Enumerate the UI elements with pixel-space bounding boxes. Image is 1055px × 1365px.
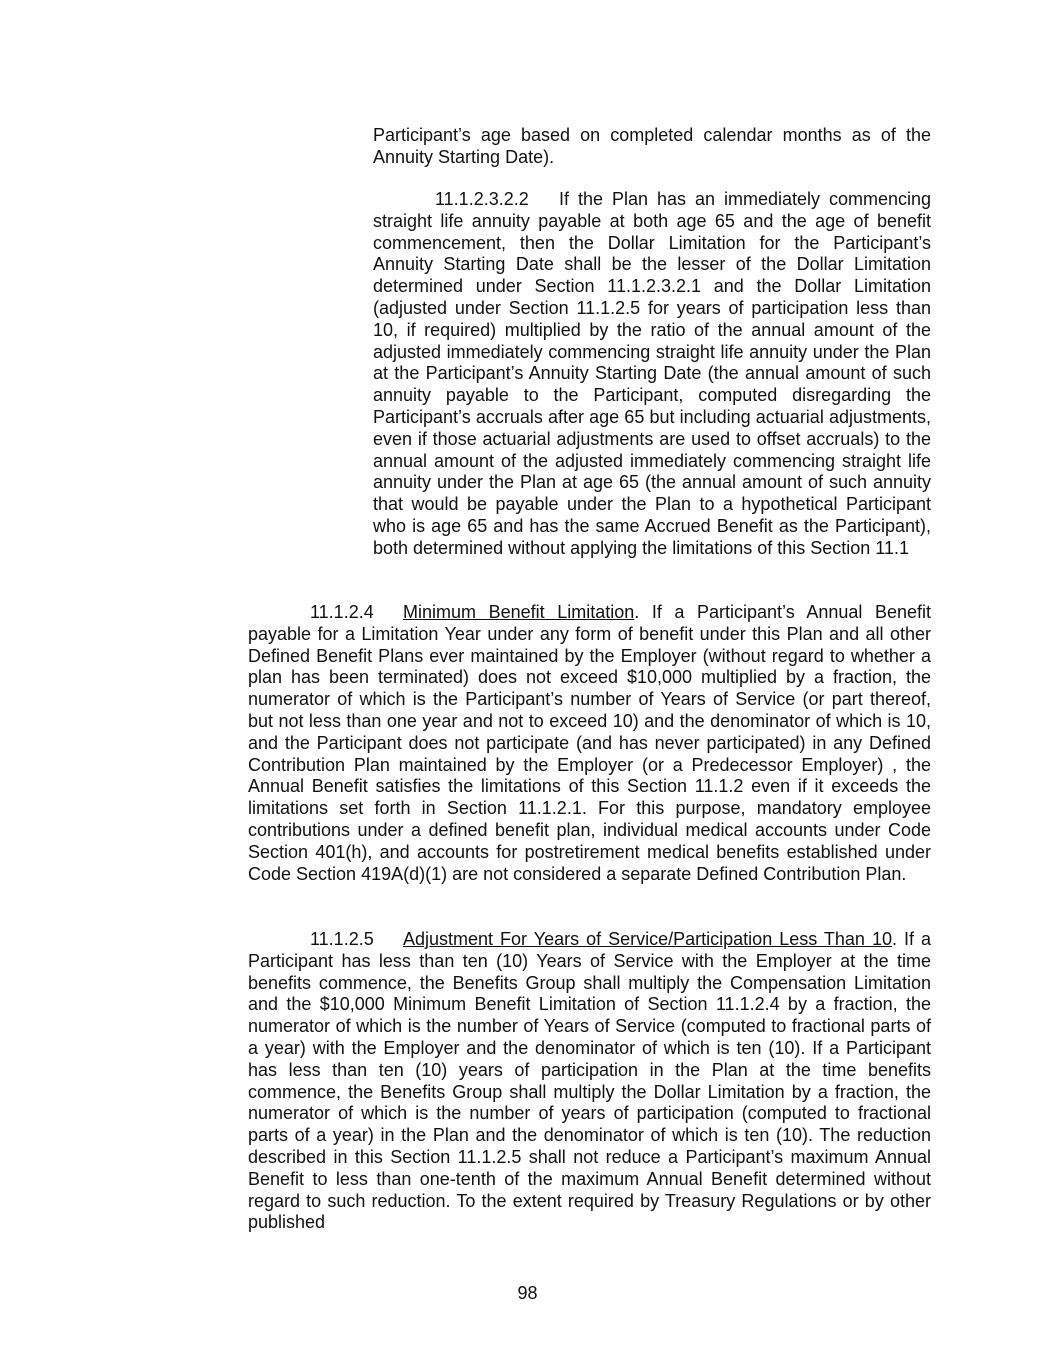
section-number: 11.1.2.4 — [310, 602, 374, 622]
section-body: . If a Participant has less than ten (10) Years of Service with the Employer at the time benefits commence, the Benefits Group shall multiply the Compensation Limitation and the $10,000 Minimum Benefit Limitation of Section 11.1.2.4 by a fraction, the numerator of which is the number of Years of Service (computed to fractional parts of a year) with the Employer and the denominator of which is ten (10). If a Participant has less than ten (10) years of participation in the Plan at the time benefits commence, the Benefits Group shall multiply the Dollar Limitation by a fraction, the numerator of which is the number of years of participation (computed to fractional parts of a year) in the Plan and the denominator of which is ten (10). The reduction described in this Section 11.1.2.5 shall not reduce a Participant’s maximum Annual Benefit to less than one-tenth of the maximum Annual Benefit determined without regard to such reduction. To the extent required by Treasury Regulations or by other published — [248, 929, 931, 1233]
section-11-1-2-4-paragraph — [248, 602, 931, 885]
section-11-1-2-5-paragraph — [248, 929, 931, 1234]
section-heading: Adjustment For Years of Service/Participation Less Than 10 — [403, 929, 892, 949]
section-body: . If a Participant’s Annual Benefit payable for a Limitation Year under any form of benefit under this Plan and all other Defined Benefit Plans ever maintained by the Employer (without regard to whether a plan has been terminated) does not exceed $10,000 multiplied by a fraction, the numerator of which is the Participant’s number of Years of Service (or part thereof, but not less than one year and not to exceed 10) and the denominator of which is 10, and the Participant does not participate (and has never participated) in any Defined Contribution Plan maintained by the Employer (or a Predecessor Employer) , the Annual Benefit satisfies the limitations of this Section 11.1.2 even if it exceeds the limitations set forth in Section 11.1.2.1. For this purpose, mandatory employee contributions under a defined benefit plan, individual medical accounts under Code Section 401(h), and accounts for postretirement medical benefits established under Code Section 419A(d)(1) are not considered a separate Defined Contribution Plan. — [248, 602, 931, 884]
section-heading: Minimum Benefit Limitation — [403, 602, 635, 622]
section-number: 11.1.2.3.2.2 — [435, 189, 529, 209]
section-body: If the Plan has an immediately commencing straight life annuity payable at both age 65 and the age of benefit commencement, then the Dollar Limitation for the Participant’s Annuity Starting Date shall be the lesser of the Dollar Limitation determined under Section 11.1.2.3.2.1 and the Dollar Limitation (adjusted under Section 11.1.2.5 for years of participation less than 10, if required) multiplied by the ratio of the annual amount of the adjusted immediately commencing straight life annuity under the Plan at the Participant’s Annuity Starting Date (the annual amount of such annuity payable to the Participant, computed disregarding the Participant’s accruals after age 65 but including actuarial adjustments, even if those actuarial adjustments are used to offset accruals) to the annual amount of the adjusted immediately commencing straight life annuity under the Plan at age 65 (the annual amount of such annuity that would be payable under the Plan to a hypothetical Participant who is age 65 and has the same Accrued Benefit as the Participant), both determined without applying the limitations of this Section 11.1 — [373, 189, 931, 558]
page-number: 98 — [517, 1283, 538, 1303]
section-11-1-2-3-2-2-paragraph — [373, 189, 931, 560]
continuation-paragraph: Participant’s age based on completed calendar months as of the Annuity Starting Date). — [373, 125, 931, 167]
section-number: 11.1.2.5 — [310, 929, 374, 949]
